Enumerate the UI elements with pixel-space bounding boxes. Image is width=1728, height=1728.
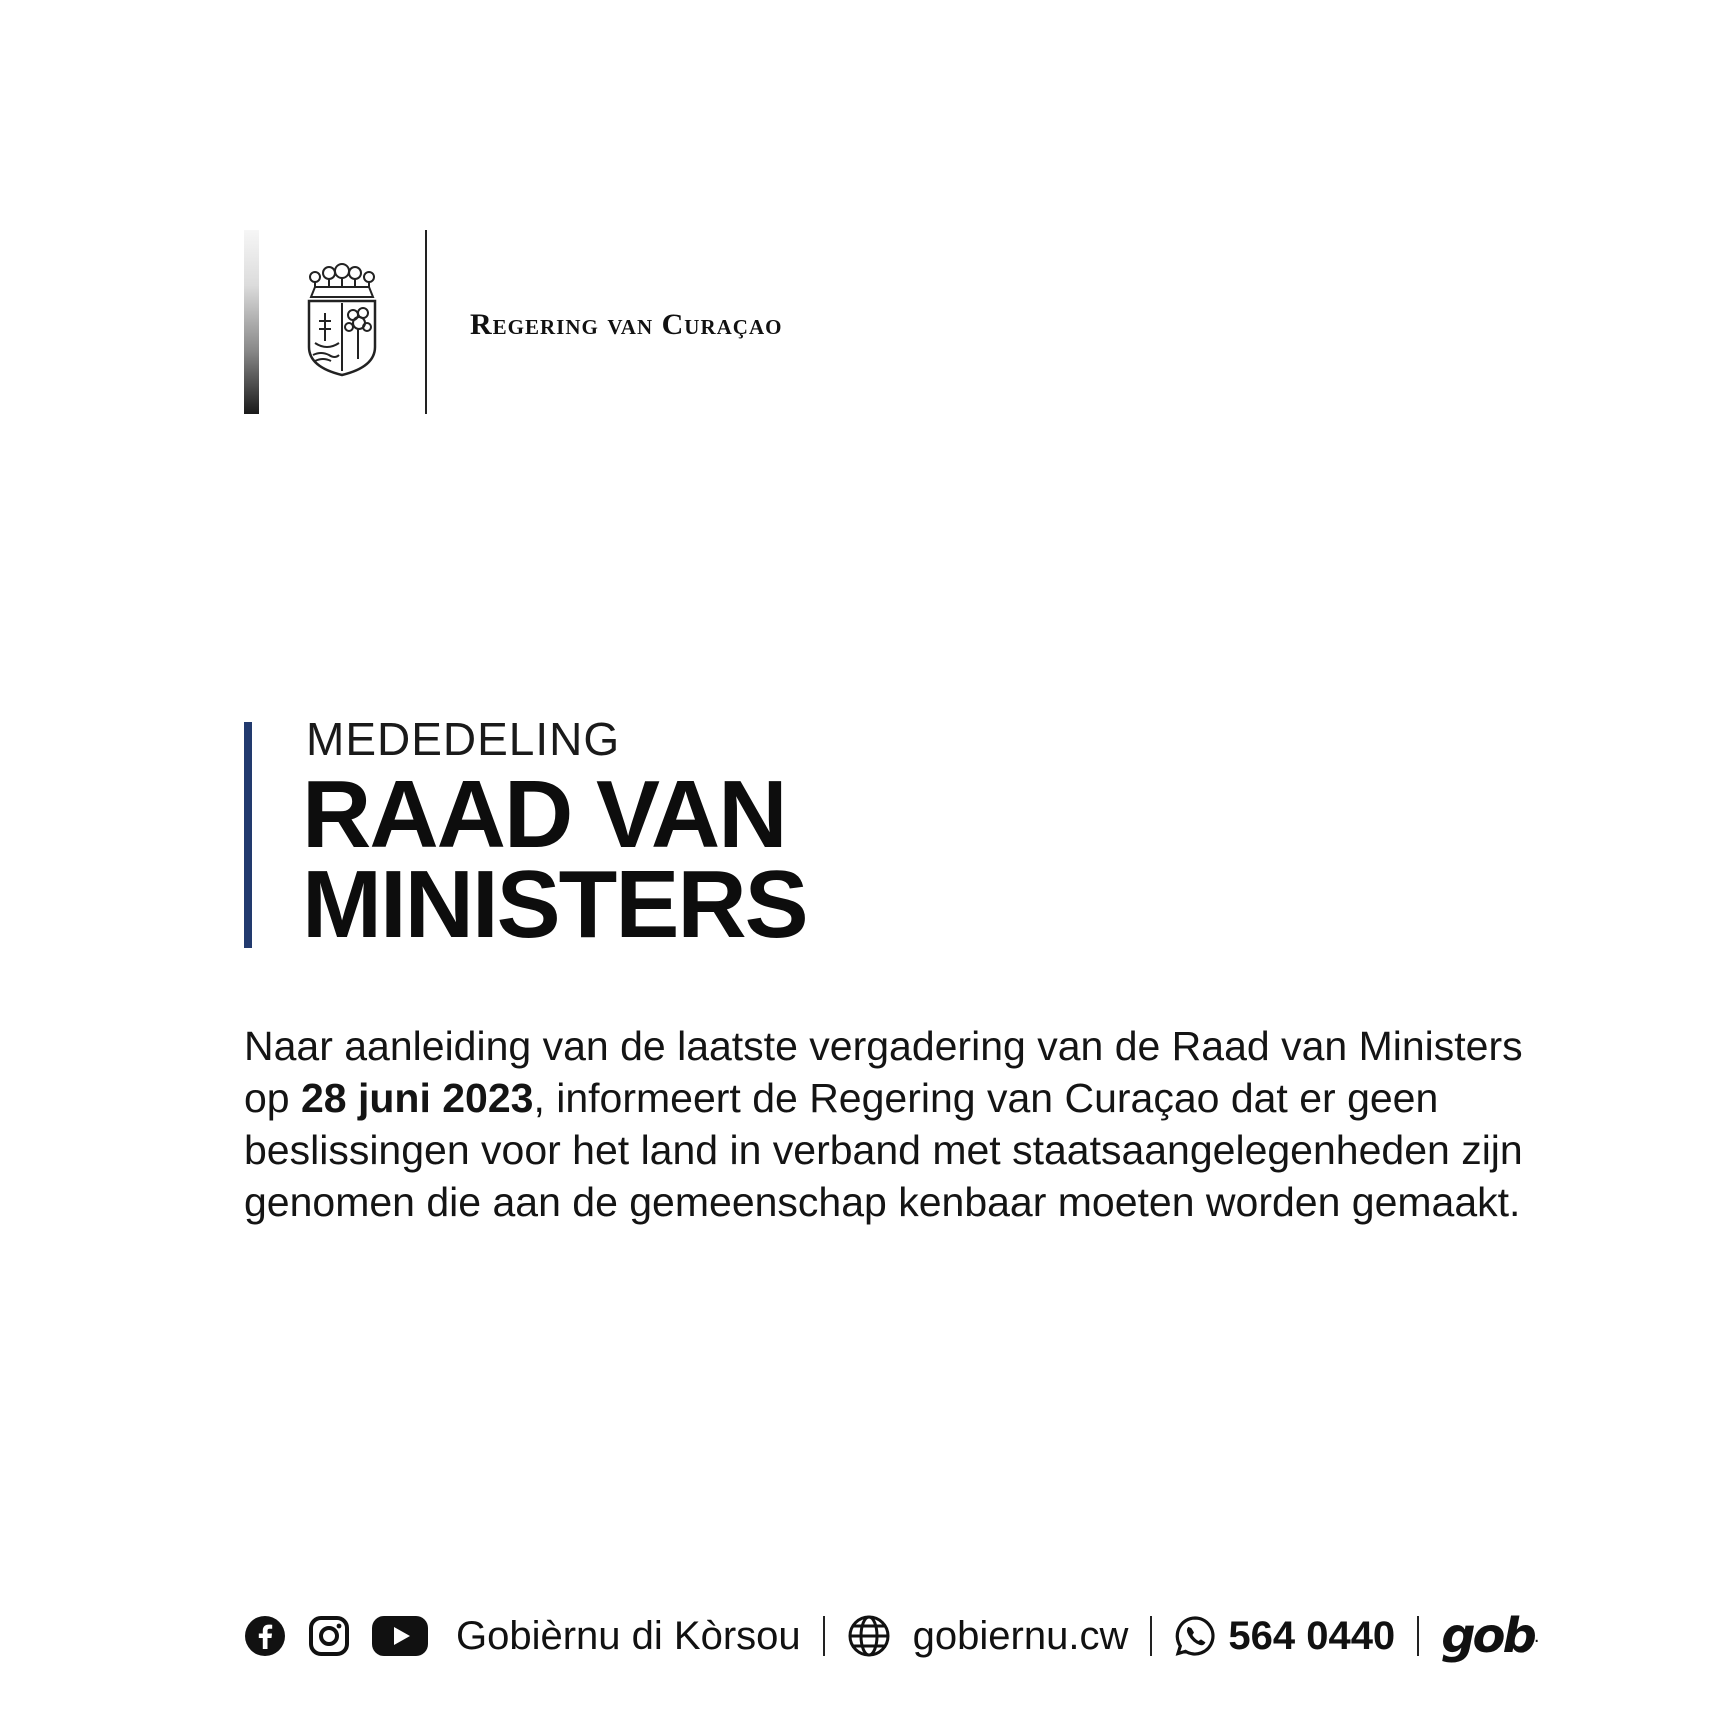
footer-separator xyxy=(1150,1616,1152,1656)
footer-separator xyxy=(823,1616,825,1656)
footer-separator xyxy=(1417,1616,1419,1656)
gradient-bar xyxy=(244,230,259,414)
title-accent-bar xyxy=(244,722,252,948)
phone-number[interactable]: 564 0440 xyxy=(1228,1613,1396,1658)
gob-logo: gob xyxy=(1441,1608,1534,1664)
instagram-icon[interactable] xyxy=(308,1615,350,1657)
meeting-date: 28 juni 2023 xyxy=(301,1075,534,1121)
youtube-icon[interactable] xyxy=(372,1616,428,1656)
globe-icon xyxy=(847,1614,891,1658)
announcement-label: MEDEDELING xyxy=(306,713,621,765)
title-line-1: RAAD VAN xyxy=(302,761,786,868)
page-title xyxy=(302,761,807,958)
body-text-part-1: Naar aanleiding van de laatste vergadering van de Raad van Ministers op xyxy=(244,1023,1523,1121)
facebook-icon[interactable] xyxy=(244,1615,286,1657)
announcement-body xyxy=(244,1020,1544,1228)
social-handle[interactable]: Gobièrnu di Kòrsou xyxy=(456,1613,801,1658)
title-line-2: MINISTERS xyxy=(302,851,807,958)
header-divider xyxy=(425,230,427,414)
website-link[interactable]: gobiernu.cw xyxy=(912,1613,1129,1658)
coat-of-arms-icon xyxy=(303,263,381,378)
government-name: Regering van Curaçao xyxy=(470,308,783,341)
body-text-part-2: , informeert de Regering van Curaçao dat er geen beslissingen voor het land in verband met staatsaangelegenheden zijn genomen die aan de gemeenschap kenbaar moeten worden gemaakt. xyxy=(244,1075,1523,1225)
whatsapp-icon xyxy=(1174,1615,1216,1657)
gob-logo-dot: . xyxy=(1533,1624,1540,1647)
footer xyxy=(244,1608,1539,1664)
